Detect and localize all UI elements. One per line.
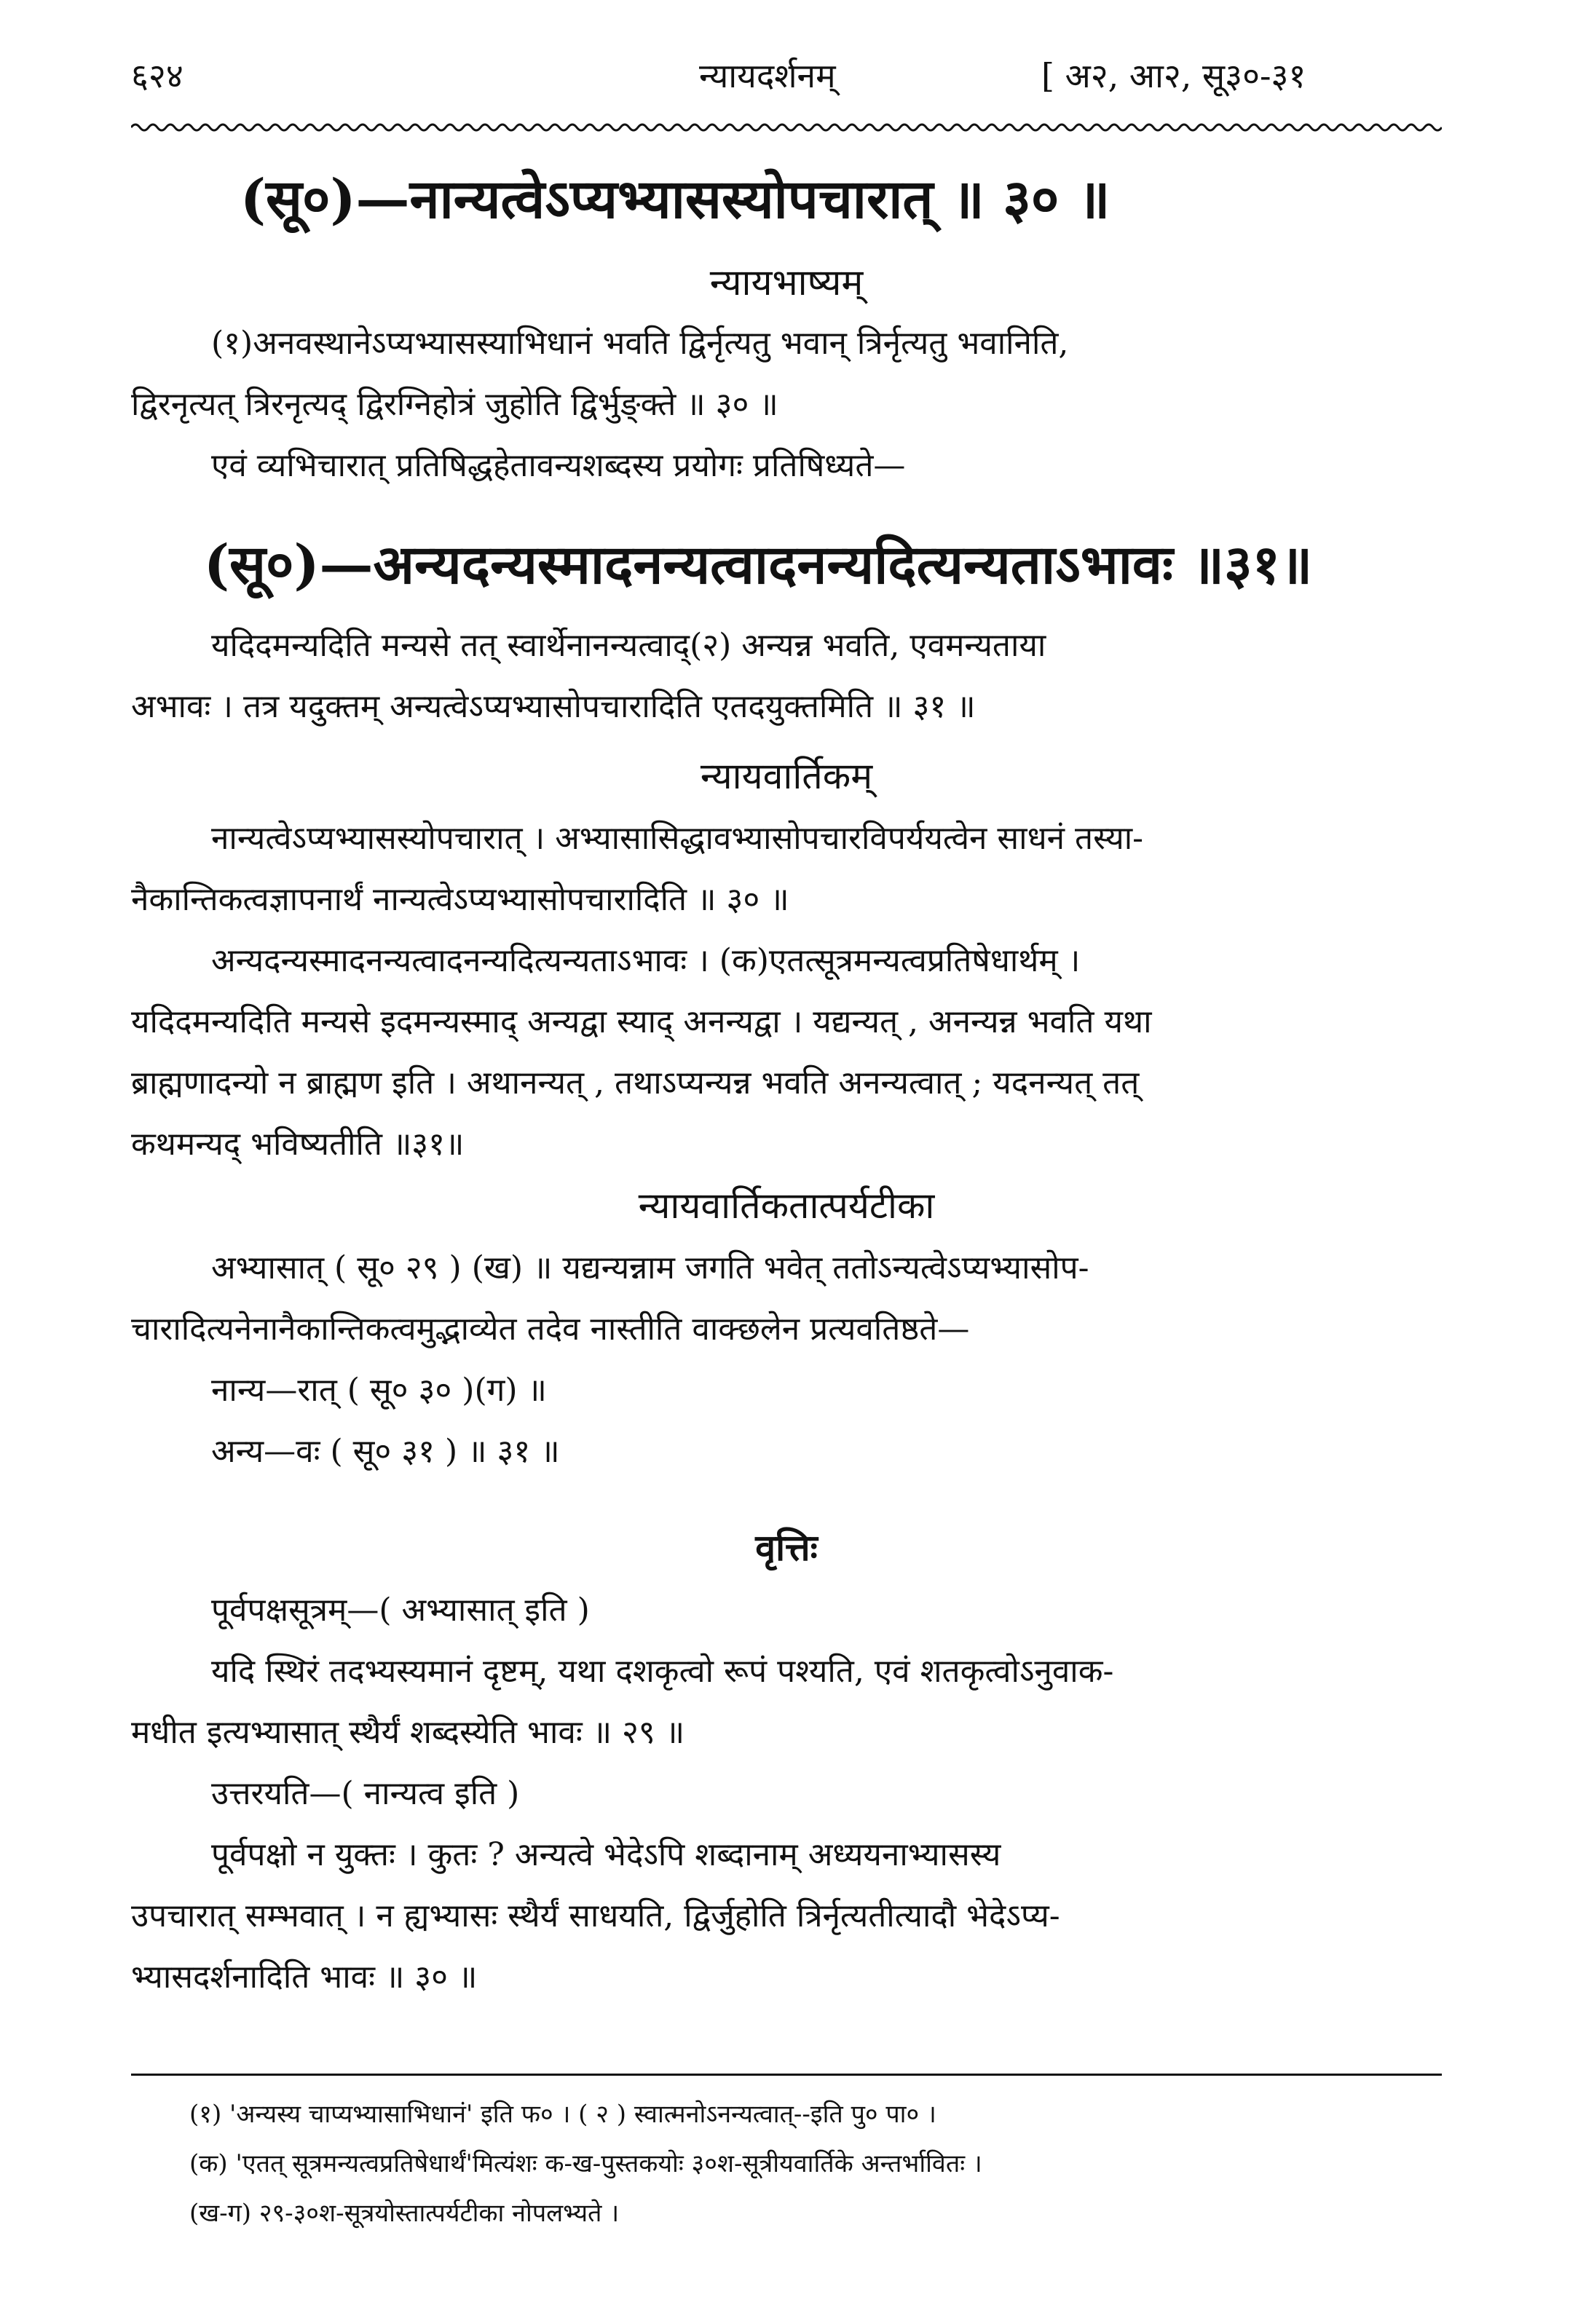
text-line: भ्यासदर्शनादिति भावः ॥ ३० ॥ <box>131 1959 478 1996</box>
text-line: पूर्वपक्षो न युक्तः । कुतः ? अन्यत्वे भेदेऽपि शब्दानाम् अध्ययनाभ्यासस्य <box>211 1836 1001 1873</box>
text-line: पूर्वपक्षसूत्रम्—( अभ्यासात् इति ) <box>211 1592 590 1629</box>
vartika-text <box>131 808 1435 1175</box>
vartika-heading: न्यायवार्तिकम् <box>700 755 873 797</box>
wavy-header-rule <box>131 120 1442 135</box>
text-line: अभावः । तत्र यदुक्तम् अन्यत्वेऽप्यभ्यासोपचारादिति एतदयुक्तमिति ॥ ३१ ॥ <box>131 688 976 725</box>
page-number: ६२४ <box>131 56 184 95</box>
page-header <box>131 45 1442 111</box>
text-line: मधीत इत्यभ्यासात् स्थैर्यं शब्दस्येति भावः ॥ २९ ॥ <box>131 1714 685 1751</box>
footnotes <box>189 2090 1442 2238</box>
text-line: चारादित्यनेनानैकान्तिकत्वमुद्भाव्येत तदेव नास्तीति वाक्छलेन प्रत्यवतिष्ठते— <box>131 1311 970 1348</box>
running-title: न्यायदर्शनम् <box>699 56 836 95</box>
vritti-heading: वृत्तिः <box>755 1526 818 1569</box>
bhashya-31 <box>131 615 1435 738</box>
text-line: नान्य—रात् ( सू० ३० )(ग) ॥ <box>211 1372 547 1409</box>
text-line: यदिदमन्यदिति मन्यसे तत् स्वार्थेनानन्यत्वाद्(२) अन्यन्न भवति, एवमन्यताया <box>211 627 1046 664</box>
text-line: (१)अनवस्थानेऽप्यभ्यासस्याभिधानं भवति द्विर्नृत्यतु भवान् त्रिर्नृत्यतु भवानिति, <box>211 325 1069 362</box>
text-line: नैकान्तिकत्वज्ञापनार्थं नान्यत्वेऽप्यभ्यासोपचारादिति ॥ ३० ॥ <box>131 881 789 918</box>
footnote: (१) 'अन्यस्य चाप्यभ्यासाभिधानं' इति फ० । ( २ ) स्वात्मनोऽनन्यत्वात्--इति पु० पा० । <box>189 2100 936 2129</box>
bhashya-30 <box>131 313 1435 497</box>
tika-heading: न्यायवार्तिकतात्पर्यटीका <box>638 1185 935 1227</box>
text-line: कथमन्यद् भविष्यतीति ॥३१॥ <box>131 1126 465 1163</box>
text-line: अभ्यासात् ( सू० २९ ) (ख) ॥ यद्यन्यन्नाम जगति भवेत् ततोऽन्यत्वेऽप्यभ्यासोप- <box>211 1249 1089 1286</box>
sutra-31: (सू०)—अन्यदन्यस्मादनन्यत्वादनन्यदित्यन्यताऽभावः ॥३१॥ <box>204 534 1313 596</box>
text-line: एवं व्यभिचारात् प्रतिषिद्धहेतावन्यशब्दस्य प्रयोगः प्रतिषिध्यते— <box>211 447 906 484</box>
text-line: उत्तरयति—( नान्यत्व इति ) <box>211 1775 520 1812</box>
footnote-rule <box>131 2074 1442 2076</box>
text-line: उपचारात् सम्भवात् । न ह्यभ्यासः स्थैर्यं साधयति, द्विर्जुहोति त्रिर्नृत्यतीत्यादौ भेदेऽप्य- <box>131 1897 1060 1934</box>
vritti-text <box>131 1580 1435 2008</box>
tika-text <box>131 1238 1435 1482</box>
text-line: द्विरनृत्यत् त्रिरनृत्यद् द्विरग्निहोत्रं जुहोति द्विर्भुङ्क्ते ॥ ३० ॥ <box>131 386 778 423</box>
bhashya-heading: न्यायभाष्यम् <box>709 261 864 304</box>
footnote: (क) 'एतत् सूत्रमन्यत्वप्रतिषेधार्थं'मित्यंशः क-ख-पुस्तकयोः ३०श-सूत्रीयवार्तिके अन्तर्भावितः । <box>189 2149 982 2178</box>
section-reference: [ अ२, आ२, सू३०-३१ <box>1041 56 1306 95</box>
text-line: अन्य—वः ( सू० ३१ ) ॥ ३१ ॥ <box>211 1433 560 1470</box>
sutra-30: (सू०)—नान्यत्वेऽप्यभ्यासस्योपचारात् ॥ ३० ॥ <box>240 168 1110 231</box>
text-line: नान्यत्वेऽप्यभ्यासस्योपचारात् । अभ्यासासिद्धावभ्यासोपचारविपर्ययत्वेन साधनं तस्या- <box>211 820 1144 857</box>
footnote: (ख-ग) २९-३०श-सूत्रयोस्तात्पर्यटीका नोपलभ्यते । <box>189 2199 620 2228</box>
text-line: अन्यदन्यस्मादनन्यत्वादनन्यदित्यन्यताऽभावः । (क)एतत्सूत्रमन्यत्वप्रतिषेधार्थम् । <box>211 942 1081 979</box>
text-line: यदि स्थिरं तदभ्यस्यमानं दृष्टम्, यथा दशकृत्वो रूपं पश्यति, एवं शतकृत्वोऽनुवाक- <box>211 1653 1114 1690</box>
text-line: ब्राह्मणादन्यो न ब्राह्मण इति । अथानन्यत् , तथाऽप्यन्यन्न भवति अनन्यत्वात् ; यदनन्यत् तत् <box>131 1064 1140 1102</box>
text-line: यदिदमन्यदिति मन्यसे इदमन्यस्माद् अन्यद्वा स्याद् अनन्यद्वा । यद्यन्यत् , अनन्यन्न भवति यथा <box>131 1003 1152 1040</box>
